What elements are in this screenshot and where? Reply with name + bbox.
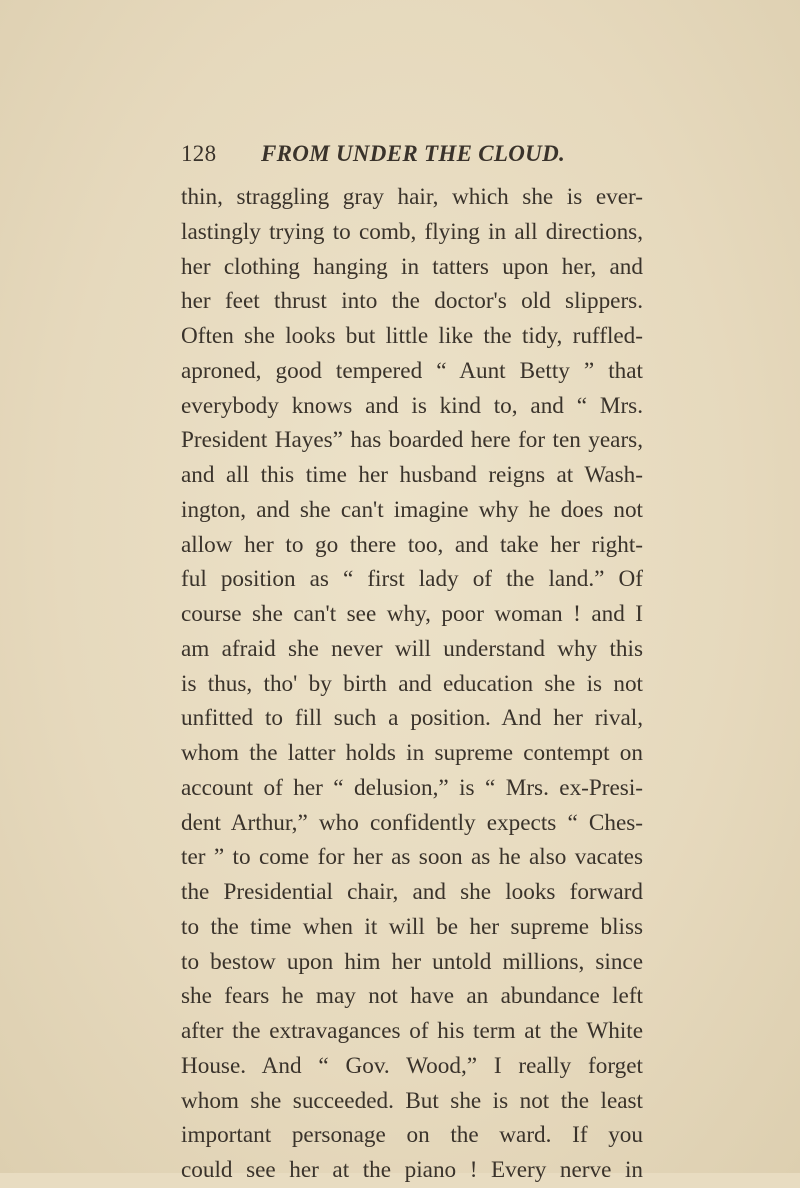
- text-line: aproned, good tempered “ Aunt Betty ” that: [181, 357, 643, 384]
- text-line: after the extravagances of his term at the White: [181, 1018, 643, 1044]
- text-line: ington, and she can't imagine why he does not: [181, 496, 643, 523]
- text-line: Often she looks but little like the tidy, ruffled-: [181, 323, 643, 349]
- text-line: to bestow upon him her untold millions, since: [181, 948, 643, 975]
- text-line: whom she succeeded. But she is not the least: [181, 1087, 643, 1114]
- text-line: her feet thrust into the doctor's old slippers.: [181, 288, 643, 315]
- text-line: House. And “ Gov. Wood,” I really forget: [181, 1052, 643, 1079]
- text-line: she fears he may not have an abundance left: [181, 983, 643, 1010]
- page-header-title: FROM UNDER THE CLOUD.: [261, 141, 566, 166]
- body-text: [181, 180, 643, 1188]
- text-line: could see her at the piano ! Every nerve in: [181, 1157, 643, 1183]
- text-line: everybody knows and is kind to, and “ Mrs.: [181, 392, 643, 419]
- text-line: ter ” to come for her as soon as he also vacates: [181, 844, 643, 871]
- text-line: account of her “ delusion,” is “ Mrs. ex-Presi-: [181, 774, 643, 801]
- text-line: course she can't see why, poor woman ! and I: [181, 601, 643, 627]
- text-line: is thus, tho' by birth and education she is not: [181, 670, 643, 697]
- text-line: important personage on the ward. If you: [181, 1122, 643, 1149]
- text-line: unfitted to fill such a position. And her rival,: [181, 705, 643, 732]
- text-line: dent Arthur,” who confidently expects “ Ches-: [181, 809, 643, 836]
- text-line: whom the latter holds in supreme contempt on: [181, 740, 643, 766]
- text-line: the Presidential chair, and she looks forward: [181, 879, 643, 905]
- text-line: President Hayes” has boarded here for ten years,: [181, 427, 643, 454]
- text-line: lastingly trying to comb, flying in all directions,: [181, 218, 643, 245]
- text-line: ful position as “ first lady of the land.” Of: [181, 566, 643, 593]
- text-line: am afraid she never will understand why this: [181, 635, 643, 662]
- text-line: her clothing hanging in tatters upon her, and: [181, 253, 643, 280]
- text-line: thin, straggling gray hair, which she is ever-: [181, 184, 643, 210]
- running-head: [181, 141, 601, 173]
- text-line: allow her to go there too, and take her right-: [181, 531, 643, 558]
- text-line: and all this time her husband reigns at Wash-: [181, 462, 643, 488]
- text-line: to the time when it will be her supreme bliss: [181, 913, 643, 940]
- page-number: 128: [181, 141, 217, 166]
